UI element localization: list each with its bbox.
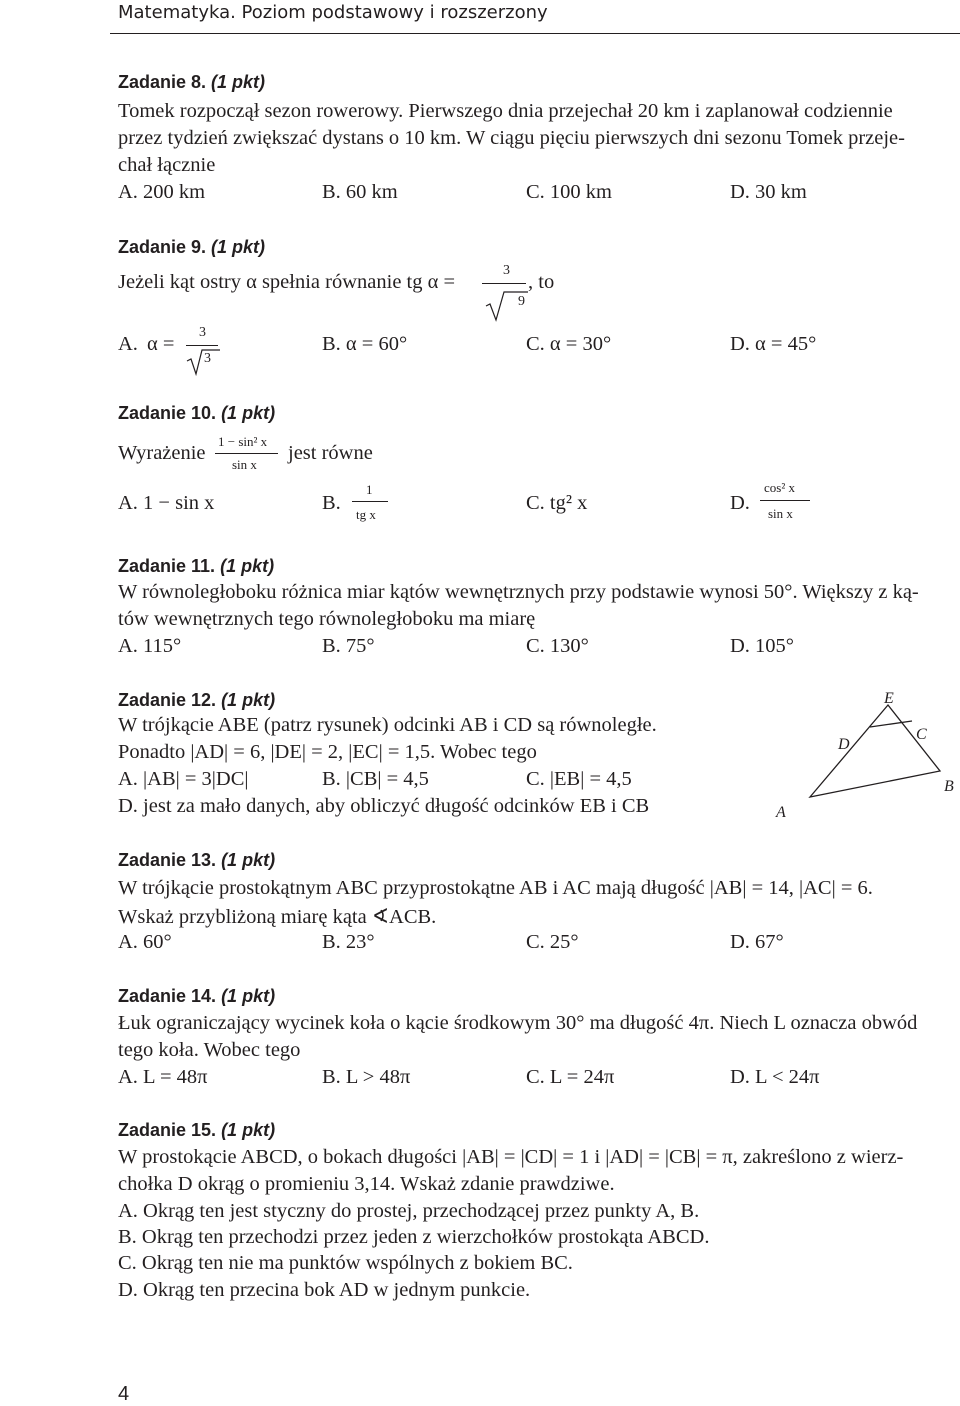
task-points: (1 pkt): [221, 403, 276, 423]
task-8-line2: przez tydzień zwiększać dystans o 10 km. W ciągu pięciu pierwszych dni sezonu Tomek przeje-: [118, 127, 905, 149]
task-14-heading: [118, 986, 275, 1007]
task-14-option-d: D. L < 24π: [730, 1066, 820, 1088]
task-9-fraction-bar: [482, 283, 526, 284]
task-8-option-d: D. 30 km: [730, 181, 807, 203]
task-12-option-d: D. jest za mało danych, aby obliczyć długość odcinków EB i CB: [118, 795, 650, 817]
task-13-option-d: D. 67°: [730, 931, 784, 953]
task-13-option-c: C. 25°: [526, 931, 579, 953]
task-10-option-d-bar: [760, 500, 810, 501]
task-heading: Zadanie 10.: [118, 403, 217, 423]
task-heading: Zadanie 13.: [118, 850, 217, 870]
task-9-stem: Jeżeli kąt ostry α spełnia równanie tg α =: [118, 271, 456, 293]
task-heading: Zadanie 8.: [118, 72, 207, 92]
header-title: Matematyka. Poziom podstawowy i rozszerzony: [118, 2, 548, 23]
task-10-option-c: C. tg² x: [526, 492, 588, 514]
header-rule: [110, 33, 960, 34]
task-13-heading: [118, 850, 275, 871]
task-11-line1: W równoległoboku różnica miar kątów wewnętrznych przy podstawie wynosi 50°. Większy z ką-: [118, 581, 919, 603]
label-c: C: [916, 726, 927, 743]
task-9-option-d: D. α = 45°: [730, 333, 817, 355]
task-15-option-c: C. Okrąg ten nie ma punktów wspólnych z bokiem BC.: [118, 1252, 573, 1274]
task-12-line2: Ponadto |AD| = 6, |DE| = 2, |EC| = 1,5. Wobec tego: [118, 741, 537, 763]
task-9-fraction-denominator: 9: [518, 294, 525, 309]
task-13-option-a: A. 60°: [118, 931, 172, 953]
task-points: (1 pkt): [211, 237, 266, 257]
task-11-option-a: A. 115°: [118, 635, 182, 657]
page-header: [0, 0, 960, 26]
task-9-option-b: B. α = 60°: [322, 333, 408, 355]
task-11-heading: [118, 556, 274, 577]
task-points: (1 pkt): [221, 1120, 276, 1140]
task-9-option-a-eq: α =: [147, 333, 175, 355]
task-10-option-a: A. 1 − sin x: [118, 492, 215, 514]
task-10-option-d-numerator: cos² x: [764, 480, 795, 495]
task-13-option-b: B. 23°: [322, 931, 375, 953]
task-9-option-a-label: A.: [118, 333, 138, 355]
task-12-option-a: A. |AB| = 3|DC|: [118, 768, 249, 790]
task-10-denominator: sin x: [232, 457, 257, 472]
task-points: (1 pkt): [221, 850, 276, 870]
task-10-option-d-denominator: sin x: [768, 506, 793, 521]
page-number: 4: [118, 1383, 130, 1405]
task-10-stem-end: jest równe: [288, 442, 373, 464]
task-10-option-b-numerator: 1: [366, 482, 373, 497]
task-10-heading: [118, 403, 275, 424]
task-15-option-a: A. Okrąg ten jest styczny do prostej, przechodzącej przez punkty A, B.: [118, 1200, 700, 1222]
task-heading: Zadanie 11.: [118, 556, 216, 576]
task-8-heading: [118, 72, 265, 93]
task-11-line2: tów wewnętrznych tego równoległoboku ma miarę: [118, 608, 536, 630]
task-14-line2: tego koła. Wobec tego: [118, 1039, 301, 1061]
task-9-option-a-denominator: 3: [204, 351, 211, 366]
task-points: (1 pkt): [211, 72, 266, 92]
task-12-heading: [118, 690, 275, 711]
task-12-option-b: B. |CB| = 4,5: [322, 768, 429, 790]
label-e: E: [884, 690, 894, 707]
label-d: D: [838, 736, 850, 753]
task-13-line1: W trójkącie prostokątnym ABC przyprostokątne AB i AC mają długość |AB| = 14, |AC| = 6.: [118, 877, 873, 899]
task-10-option-b-denominator: tg x: [356, 507, 376, 522]
task-12-line1: W trójkącie ABE (patrz rysunek) odcinki AB i CD są równoległe.: [118, 714, 657, 736]
triangle-abe: [810, 705, 940, 797]
task-9-option-c: C. α = 30°: [526, 333, 612, 355]
task-14-line1: Łuk ograniczający wycinek koła o kącie środkowym 30° ma długość 4π. Niech L oznacza obwód: [118, 1012, 918, 1034]
task-9-fraction-numerator: 3: [503, 263, 510, 278]
task-heading: Zadanie 15.: [118, 1120, 217, 1140]
task-points: (1 pkt): [220, 556, 275, 576]
task-heading: Zadanie 14.: [118, 986, 217, 1006]
task-heading: Zadanie 9.: [118, 237, 207, 257]
task-8-option-c: C. 100 km: [526, 181, 612, 203]
task-9-option-a-sqrt-sign: [186, 346, 220, 376]
task-15-heading: [118, 1120, 275, 1141]
task-12-option-c: C. |EB| = 4,5: [526, 768, 632, 790]
task-9-stem-end: , to: [528, 271, 555, 293]
task-points: (1 pkt): [221, 986, 276, 1006]
task-15-option-d: D. Okrąg ten przecina bok AD w jednym punkcie.: [118, 1279, 531, 1301]
task-15-line1: W prostokącie ABCD, o bokach długości |AB| = |CD| = 1 i |AD| = |CB| = π, zakreślono z wierz-: [118, 1146, 904, 1168]
task-8-option-b: B. 60 km: [322, 181, 398, 203]
task-14-option-c: C. L = 24π: [526, 1066, 615, 1088]
task-14-option-a: A. L = 48π: [118, 1066, 208, 1088]
task-10-option-b-bar: [352, 501, 388, 502]
segment-dc: [870, 721, 912, 727]
task-9-heading: [118, 237, 265, 258]
task-8-line3: chał łącznie: [118, 154, 216, 176]
label-b: B: [944, 778, 954, 795]
task-heading: Zadanie 12.: [118, 690, 217, 710]
label-a: A: [776, 804, 786, 821]
task-11-option-c: C. 130°: [526, 635, 589, 657]
task-10-option-d-label: D.: [730, 492, 750, 514]
task-11-option-d: D. 105°: [730, 635, 795, 657]
task-10-stem: Wyrażenie: [118, 442, 206, 464]
task-10-option-b-label: B.: [322, 492, 341, 514]
task-8-option-a: A. 200 km: [118, 181, 206, 203]
task-8-line1: Tomek rozpoczął sezon rowerowy. Pierwszego dnia przejechał 20 km i zaplanował codziennie: [118, 100, 893, 122]
task-10-numerator: 1 − sin² x: [218, 434, 268, 449]
task-9-option-a-numerator: 3: [199, 325, 206, 340]
task-13-line2: Wskaż przybliżoną miarę kąta ∢ACB.: [118, 906, 437, 928]
task-10-fraction-bar: [215, 453, 278, 454]
triangle-abe-figure: [760, 685, 960, 825]
task-15-option-b: B. Okrąg ten przechodzi przez jeden z wierzchołków prostokąta ABCD.: [118, 1226, 710, 1248]
task-15-line2: chołka D okrąg o promieniu 3,14. Wskaż zdanie prawdziwe.: [118, 1173, 615, 1195]
task-11-option-b: B. 75°: [322, 635, 375, 657]
task-14-option-b: B. L > 48π: [322, 1066, 411, 1088]
task-points: (1 pkt): [221, 690, 276, 710]
